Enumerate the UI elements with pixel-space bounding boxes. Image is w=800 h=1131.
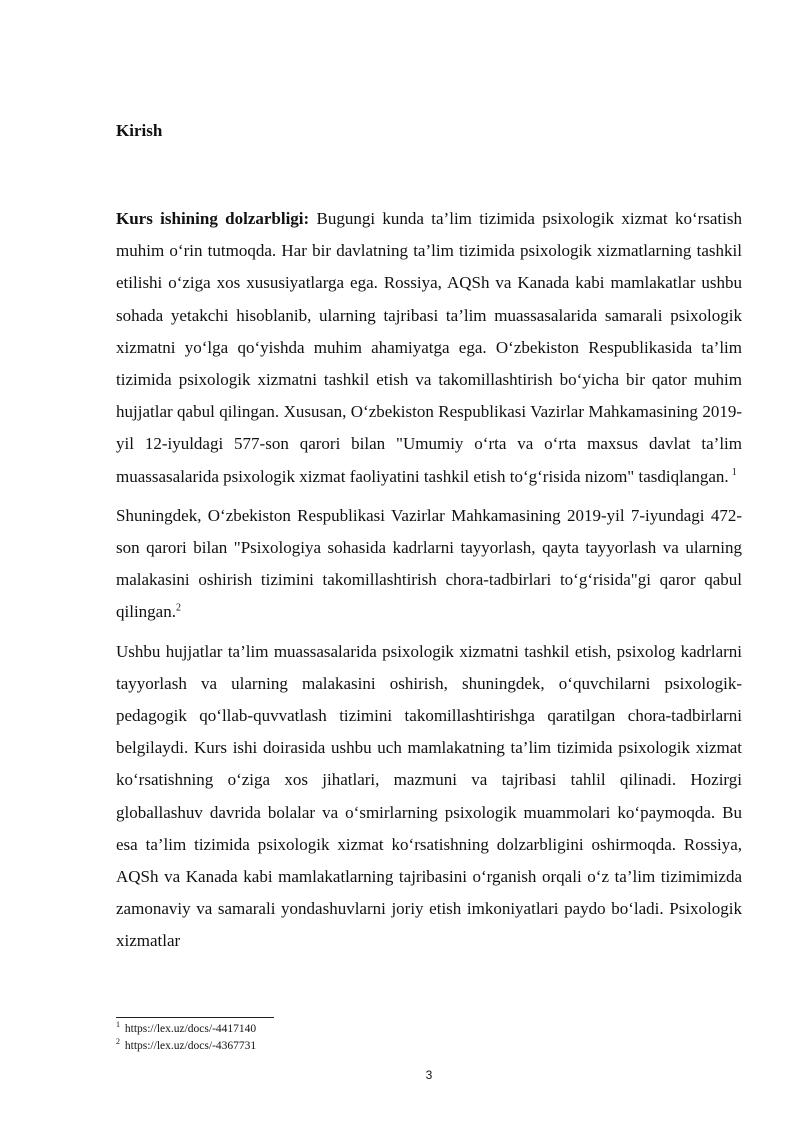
section-heading: Kirish: [116, 121, 163, 140]
footnote-link[interactable]: https://lex.uz/docs/-4367731: [124, 1040, 257, 1052]
footnote-ref-2[interactable]: 2: [175, 602, 181, 614]
paragraph-decree: [116, 500, 742, 629]
footnote-separator: [116, 1017, 274, 1018]
footnotes: [116, 1021, 256, 1055]
footnote-link[interactable]: https://lex.uz/docs/-4417140: [124, 1023, 257, 1035]
body-text: [116, 203, 742, 965]
footnote-2: [116, 1038, 256, 1055]
page-number: 3: [425, 1068, 433, 1082]
footnote-number: 2: [116, 1037, 120, 1047]
paragraph-relevance: [116, 203, 742, 493]
paragraph-text: Ushbu hujjatlar ta’lim muassasalarida psixologik xizmatni tashkil etish, psixolog kadrlarni tayyorlash va ularning malakasini oshirish, shuningdek, o‘quvchilarni psixologik-pedagogik qo‘llab-quvvatlash tizimini takomillashtirishga qaratilgan chora-tadbirlarni belgilaydi. Kurs ishi doirasida ushbu uch mamlakatning ta’lim tizimida psixologik xizmat ko‘rsatishning o‘ziga xos jihatlari, mazmuni va tajribasi tahlil qilinadi. Hozirgi globallashuv davrida bolalar va o‘smirlarning psixologik muammolari ko‘paymoqda. Bu esa ta’lim tizimida psixologik xizmat ko‘rsatishning dolzarbligini oshirmoqda. Rossiya, AQSh va Kanada kabi mamlakatlarning tajribasini o‘rganish orqali o‘z ta’lim tizimimizda zamonaviy va samarali yondashuvlarni joriy etish imkoniyatlari paydo bo‘ladi. Psixologik xizmatlar: [116, 641, 742, 951]
footnote-1: [116, 1021, 256, 1038]
paragraph-text: Bugungi kunda ta’lim tizimida psixologik xizmat ko‘rsatish muhim o‘rin tutmoqda. Har bir davlatning ta’lim tizimida psixologik xizmatlarning tashkil etilishi o‘ziga xos xususiyatlarga ega. Rossiya, AQSh va Kanada kabi mamlakatlar ushbu sohada yetakchi hisoblanib, ularning tajribasi ta’lim muassasalarida samarali psixologik xizmatni yo‘lga qo‘yishda muhim ahamiyatga ega. O‘zbekiston Respublikasida ta’lim tizimida psixologik xizmatni tashkil etish va takomillashtirish bo‘yicha bir qator muhim hujjatlar qabul qilingan. Xususan, O‘zbekiston Respublikasi Vazirlar Mahkamasining 2019-yil 12-iyuldagi 577-son qarori bilan "Umumiy o‘rta va o‘rta maxsus davlat ta’lim muassasalarida psixologik xizmat faoliyatini tashkil etish to‘g‘risida nizom" tasdiqlangan.: [116, 209, 742, 486]
footnote-number: 1: [116, 1020, 120, 1030]
paragraph-lead: Kurs ishining dolzarbligi:: [116, 209, 310, 228]
footnote-ref-1[interactable]: 1: [731, 466, 737, 478]
paragraph-text: Shuningdek, O‘zbekiston Respublikasi Vazirlar Mahkamasining 2019-yil 7-iyundagi 472-son qarori bilan "Psixologiya sohasida kadrlarni tayyorlash, qayta tayyorlash va ularning malakasini oshirish tizimini takomillashtirish chora-tadbirlari to‘g‘risida"gi qaror qabul qilingan.: [116, 505, 742, 622]
paragraph-documents: [116, 636, 742, 958]
